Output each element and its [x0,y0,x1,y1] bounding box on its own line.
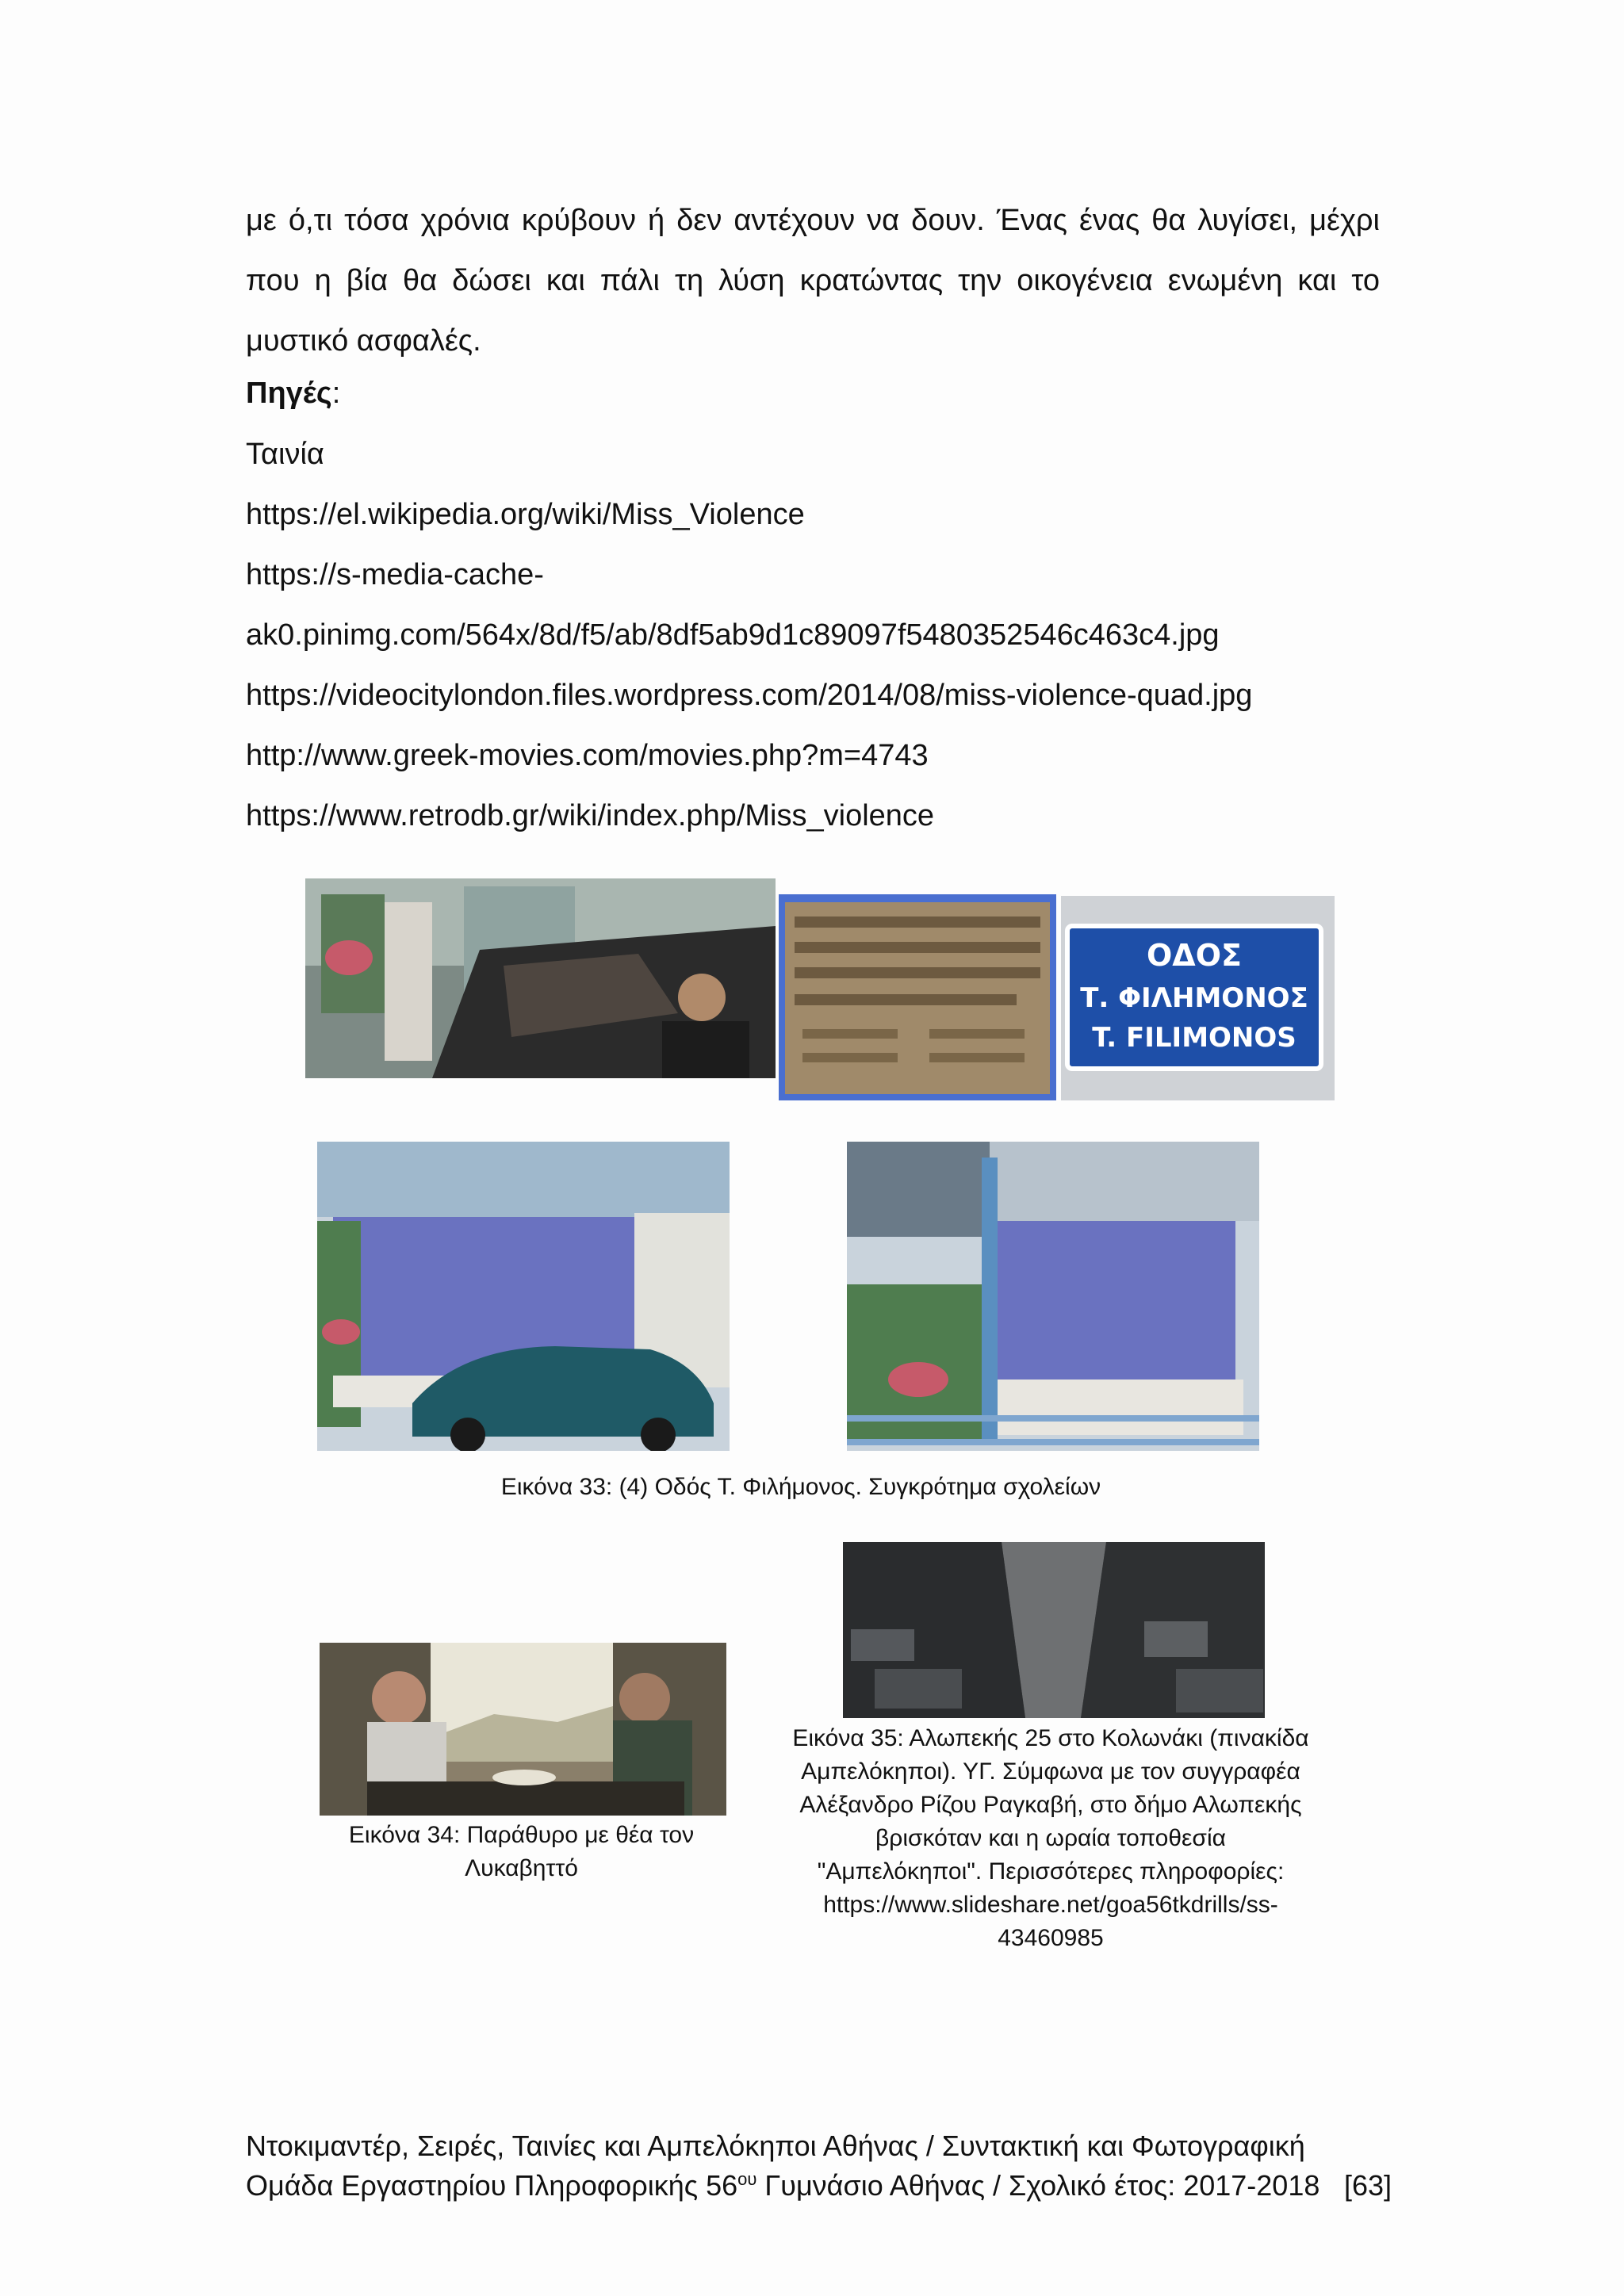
sources-heading [246,377,340,411]
figure-caption-35-line: βρισκόταν και η ωραία τοποθεσία [875,1825,1226,1851]
page-footer [246,2126,1392,2206]
footer-line2 [246,2166,1392,2206]
figure-caption-33: Εικόνα 33: (4) Οδός Τ. Φιλήμονος. Συγκρότημα σχολείων [500,1474,1101,1500]
street-sign-line1: ΟΔΟΣ [1147,938,1242,973]
photo-alopekis-street [843,1542,1265,1718]
figure-caption-35-line: Εικόνα 35: Αλωπεκής 25 στο Κολωνάκι (πινακίδα [792,1725,1309,1751]
source-item: Ταινία [246,438,324,471]
photo-car-street [305,878,776,1078]
figure-caption-34-line2: Λυκαβηττό [465,1855,578,1881]
photo-school-building-left [317,1142,730,1451]
source-link[interactable]: http://www.greek-movies.com/movies.php?m=4743 [246,739,929,772]
photo-bronze-plaque [779,894,1056,1100]
figure-caption-34 [317,1819,726,1885]
sources-heading-colon: : [331,377,341,410]
page-number: [63] [1343,2169,1392,2202]
street-sign-line3: T. FILIMONOS [1092,1022,1297,1054]
footer-ordinal-suffix: ου [737,2169,757,2189]
figure-caption-35-line: Αλέξανδρο Ρίζου Ραγκαβή, στο δήμο Αλωπεκής [799,1792,1302,1818]
photo-window-view [320,1643,726,1816]
photo-school-building-right [847,1142,1259,1451]
figure-caption-35-link[interactable]: 43460985 [998,1925,1104,1951]
figure-caption-35-link[interactable]: https://www.slideshare.net/goa56tkdrills/ss- [823,1892,1278,1918]
source-link[interactable]: https://www.retrodb.gr/wiki/index.php/Miss_violence [246,799,935,832]
figure-caption-35 [765,1722,1336,1955]
figure-caption-35-line: "Αμπελόκηποι". Περισσότερες πληροφορίες: [817,1858,1285,1885]
street-sign-line2: Τ. ΦΙΛΗΜΟΝΟΣ [1080,982,1308,1014]
source-link[interactable]: https://videocitylondon.files.wordpress.com/2014/08/miss-violence-quad.jpg [246,679,1253,712]
figure-caption-34-line1: Εικόνα 34: Παράθυρο με θέα τον [348,1822,695,1848]
footer-line2-start: Ομάδα Εργαστηρίου Πληροφορικής 56 [246,2169,738,2202]
photo-street-sign [1061,896,1335,1100]
figure-caption-35-line: Αμπελόκηποι). ΥΓ. Σύμφωνα με τον συγγραφέα [801,1758,1300,1785]
source-link[interactable]: ak0.pinimg.com/564x/8d/f5/ab/8df5ab9d1c89097f5480352546c463c4.jpg [246,618,1220,652]
sources-heading-label: Πηγές [246,377,332,410]
body-paragraph: με ό,τι τόσα χρόνια κρύβουν ή δεν αντέχουν να δουν. Ένας ένας θα λυγίσει, μέχρι που η βία θα δώσει και πάλι τη λύση κρατώντας την οικογένεια ενωμένη και το μυστικό ασφαλές. [246,204,1380,358]
source-link[interactable]: https://s-media-cache- [246,558,544,591]
source-link[interactable]: https://el.wikipedia.org/wiki/Miss_Violence [246,498,805,531]
footer-line1: Ντοκιμαντέρ, Σειρές, Ταινίες και Αμπελόκηποι Αθήνας / Συντακτική και Φωτογραφική [246,2130,1305,2162]
footer-line2-end: Γυμνάσιο Αθήνας / Σχολικό έτος: 2017-2018 [756,2169,1320,2202]
